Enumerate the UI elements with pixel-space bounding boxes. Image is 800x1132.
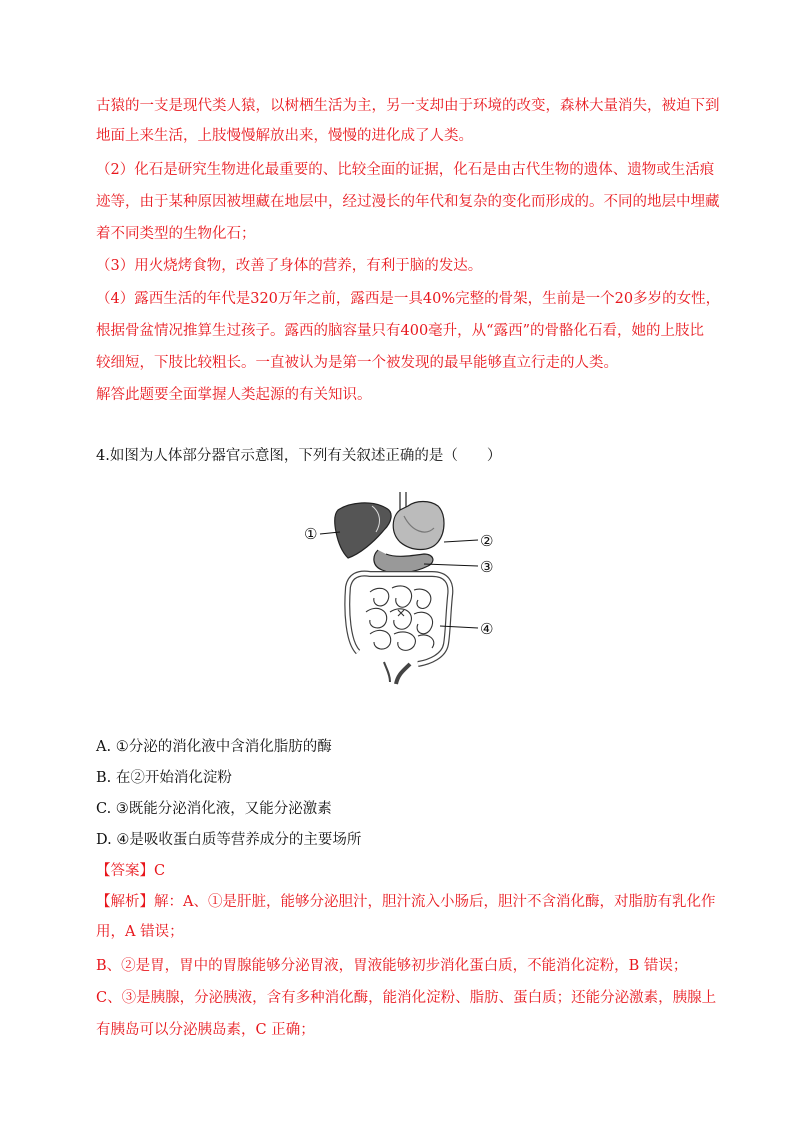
paragraph-line: 着不同类型的生物化石；: [96, 226, 256, 242]
question-stem: 4.如图为人体部分器官示意图，下列有关叙述正确的是（ ）: [96, 448, 502, 464]
pancreas-shape: [374, 550, 433, 573]
liver-shape: [335, 503, 391, 558]
paragraph-line: 地面上来生活，上肢慢慢解放出来，慢慢的进化成了人类。: [96, 128, 473, 144]
stomach-shape: [393, 502, 444, 550]
figure-label-4: ④: [480, 620, 494, 638]
digestive-system-figure: [300, 492, 505, 687]
answer: 【答案】C: [96, 863, 166, 879]
option-c: C. ③既能分泌消化液，又能分泌激素: [96, 801, 332, 817]
paragraph-line: （2）化石是研究生物进化最重要的、比较全面的证据，化石是由古代生物的遗体、遗物或生活痕: [96, 162, 715, 178]
paragraph-line: 迹等，由于某种原因被埋藏在地层中，经过漫长的年代和复杂的变化而形成的。不同的地层中埋藏: [96, 194, 720, 210]
paragraph-line: （3）用火烧烤食物，改善了身体的营养，有利于脑的发达。: [96, 258, 483, 274]
analysis-line: C、③是胰腺，分泌胰液，含有多种消化酶，能消化淀粉、脂肪、蛋白质；还能分泌激素，胰腺上: [96, 990, 717, 1006]
option-b: B. 在②开始消化淀粉: [96, 770, 232, 786]
figure-label-1: ①: [304, 525, 318, 543]
analysis-line: B、②是胃，胃中的胃腺能够分泌胃液，胃液能够初步消化蛋白质，不能消化淀粉，B 错误；: [96, 958, 688, 974]
paragraph-line: （4）露西生活的年代是320万年之前，露西是一具40%完整的骨架，生前是一个20多岁的女性，: [96, 291, 721, 307]
option-d: D. ④是吸收蛋白质等营养成分的主要场所: [96, 832, 362, 848]
digestive-system-illustration: [300, 492, 505, 687]
paragraph-line: 较细短，下肢比较粗长。一直被认为是第一个被发现的最早能够直立行走的人类。: [96, 355, 618, 371]
analysis-line: 用，A 错误；: [96, 924, 184, 940]
figure-label-2: ②: [480, 532, 494, 550]
analysis-line: 【解析】解：A、①是肝脏，能够分泌胆汁，胆汁流入小肠后，胆汁不含消化酶，对脂肪有乳化作: [96, 894, 716, 910]
paragraph-line: 根据骨盆情况推算生过孩子。露西的脑容量只有400毫升，从“露西”的骨骼化石看，她的上肢比: [96, 323, 704, 339]
figure-label-3: ③: [480, 558, 494, 576]
paragraph-line: 解答此题要全面掌握人类起源的有关知识。: [96, 387, 372, 403]
small-intestine-shape: [366, 586, 434, 650]
option-a: A. ①分泌的消化液中含消化脂肪的酶: [96, 739, 332, 755]
analysis-line: 有胰岛可以分泌胰岛素，C 正确；: [96, 1022, 315, 1038]
paragraph-line: 古猿的一支是现代类人猿，以树栖生活为主，另一支却由于环境的改变，森林大量消失，被迫下到: [96, 98, 720, 114]
